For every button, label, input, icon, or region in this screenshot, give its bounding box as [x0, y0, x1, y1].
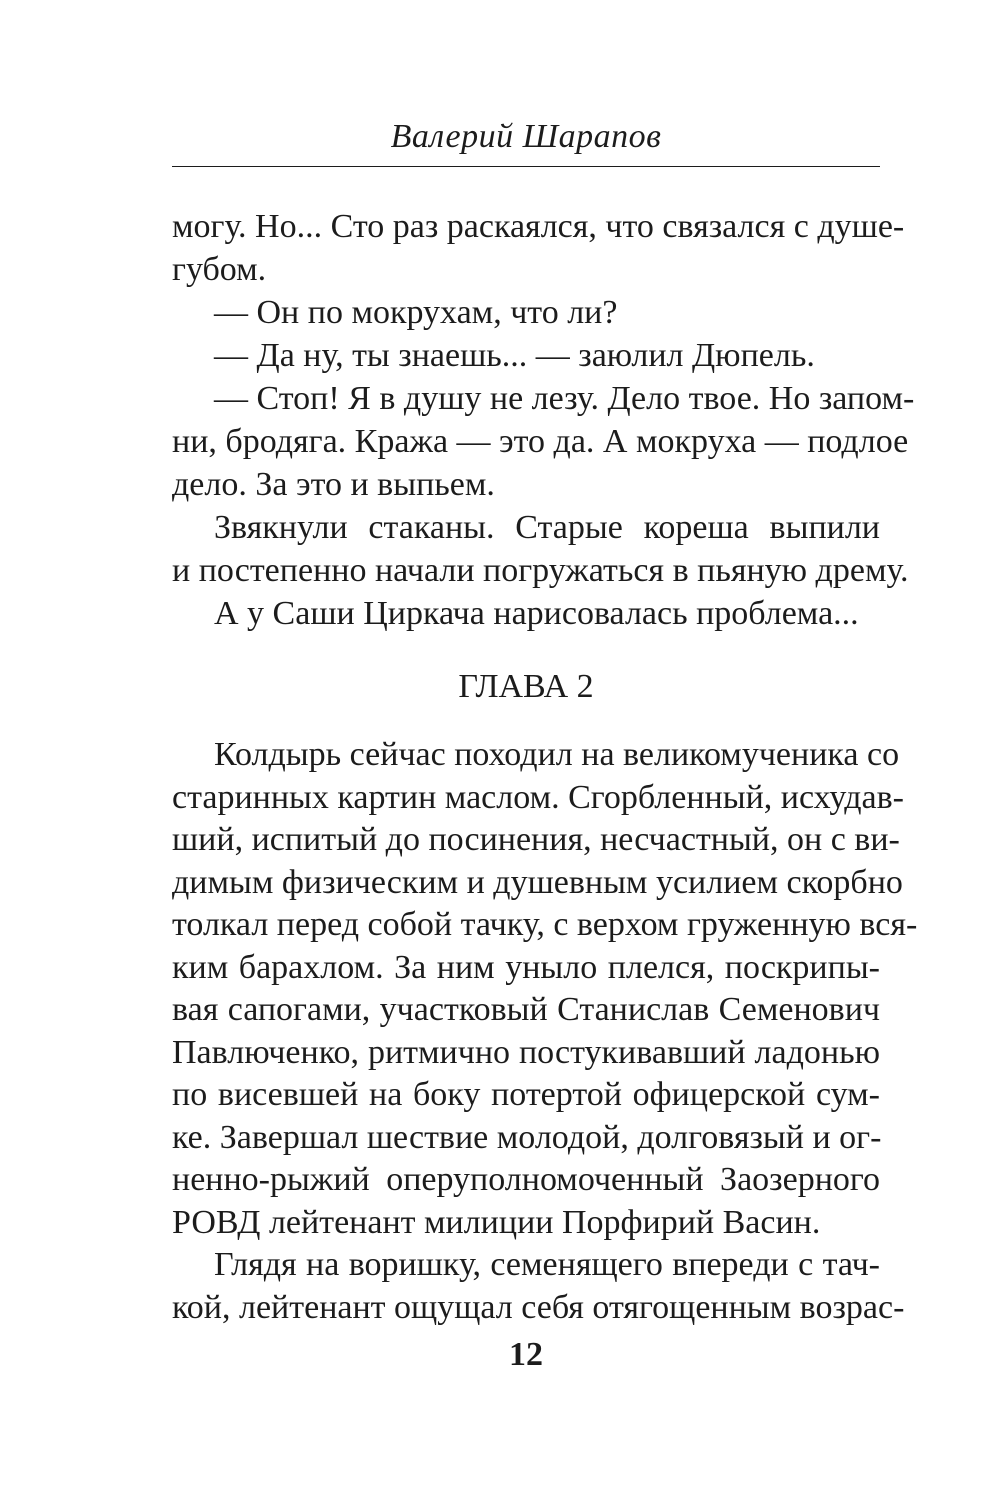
text-line: и постепенно начали погружаться в пьяную дрему. [172, 552, 909, 589]
text-line: ни, бродяга. Кража — это да. А мокруха — подлое [172, 423, 909, 460]
text-line: вая сапогами, участковый Станислав Семенович [172, 991, 880, 1028]
text-line: могу. Но... Сто раз раскаялся, что связался с душе- [172, 208, 905, 245]
text-line: — Да ну, ты знаешь... — заюлил Дюпель. [214, 337, 815, 374]
text-line: Павлюченко, ритмично постукивавший ладонью [172, 1033, 880, 1071]
text-line: губом. [172, 251, 267, 288]
text-line: ненно-рыжий оперуполномоченный Заозерного [172, 1161, 880, 1198]
text-line: толкал перед собой тачку, с верхом груженную вся- [172, 906, 918, 943]
running-head-rule [172, 166, 880, 167]
text-line: по висевшей на боку потертой офицерской сум- [172, 1076, 880, 1113]
text-line: старинных картин маслом. Сгорбленный, исхудав- [172, 778, 904, 816]
text-line: — Стоп! Я в душу не лезу. Дело твое. Но запом- [214, 380, 915, 417]
text-line: РОВД лейтенант милиции Порфирий Васин. [172, 1203, 821, 1241]
chapter-heading: ГЛАВА 2 [458, 668, 594, 705]
text-line: дело. За это и выпьем. [172, 466, 495, 503]
text-line: ке. Завершал шествие молодой, долговязый и ог- [172, 1118, 882, 1156]
text-line: ким барахлом. За ним уныло плелся, поскрипы- [172, 948, 880, 986]
text-line: димым физическим и душевным усилием скорбно [172, 863, 903, 901]
text-line: кой, лейтенант ощущал себя отягощенным возрас- [172, 1288, 905, 1326]
running-head: Валерий Шарапов [390, 118, 662, 155]
text-line: — Он по мокрухам, что ли? [214, 294, 618, 331]
text-line: ший, испитый до посинения, несчастный, он с ви- [172, 821, 900, 858]
text-line: Звякнули стаканы. Старые кореша выпили [214, 509, 880, 546]
text-line: Колдырь сейчас походил на великомученика со [214, 736, 900, 773]
text-line: А у Саши Циркача нарисовалась проблема... [214, 595, 859, 632]
text-line: Глядя на воришку, семенящего впереди с тач- [214, 1246, 880, 1283]
page-number: 12 [509, 1336, 543, 1373]
